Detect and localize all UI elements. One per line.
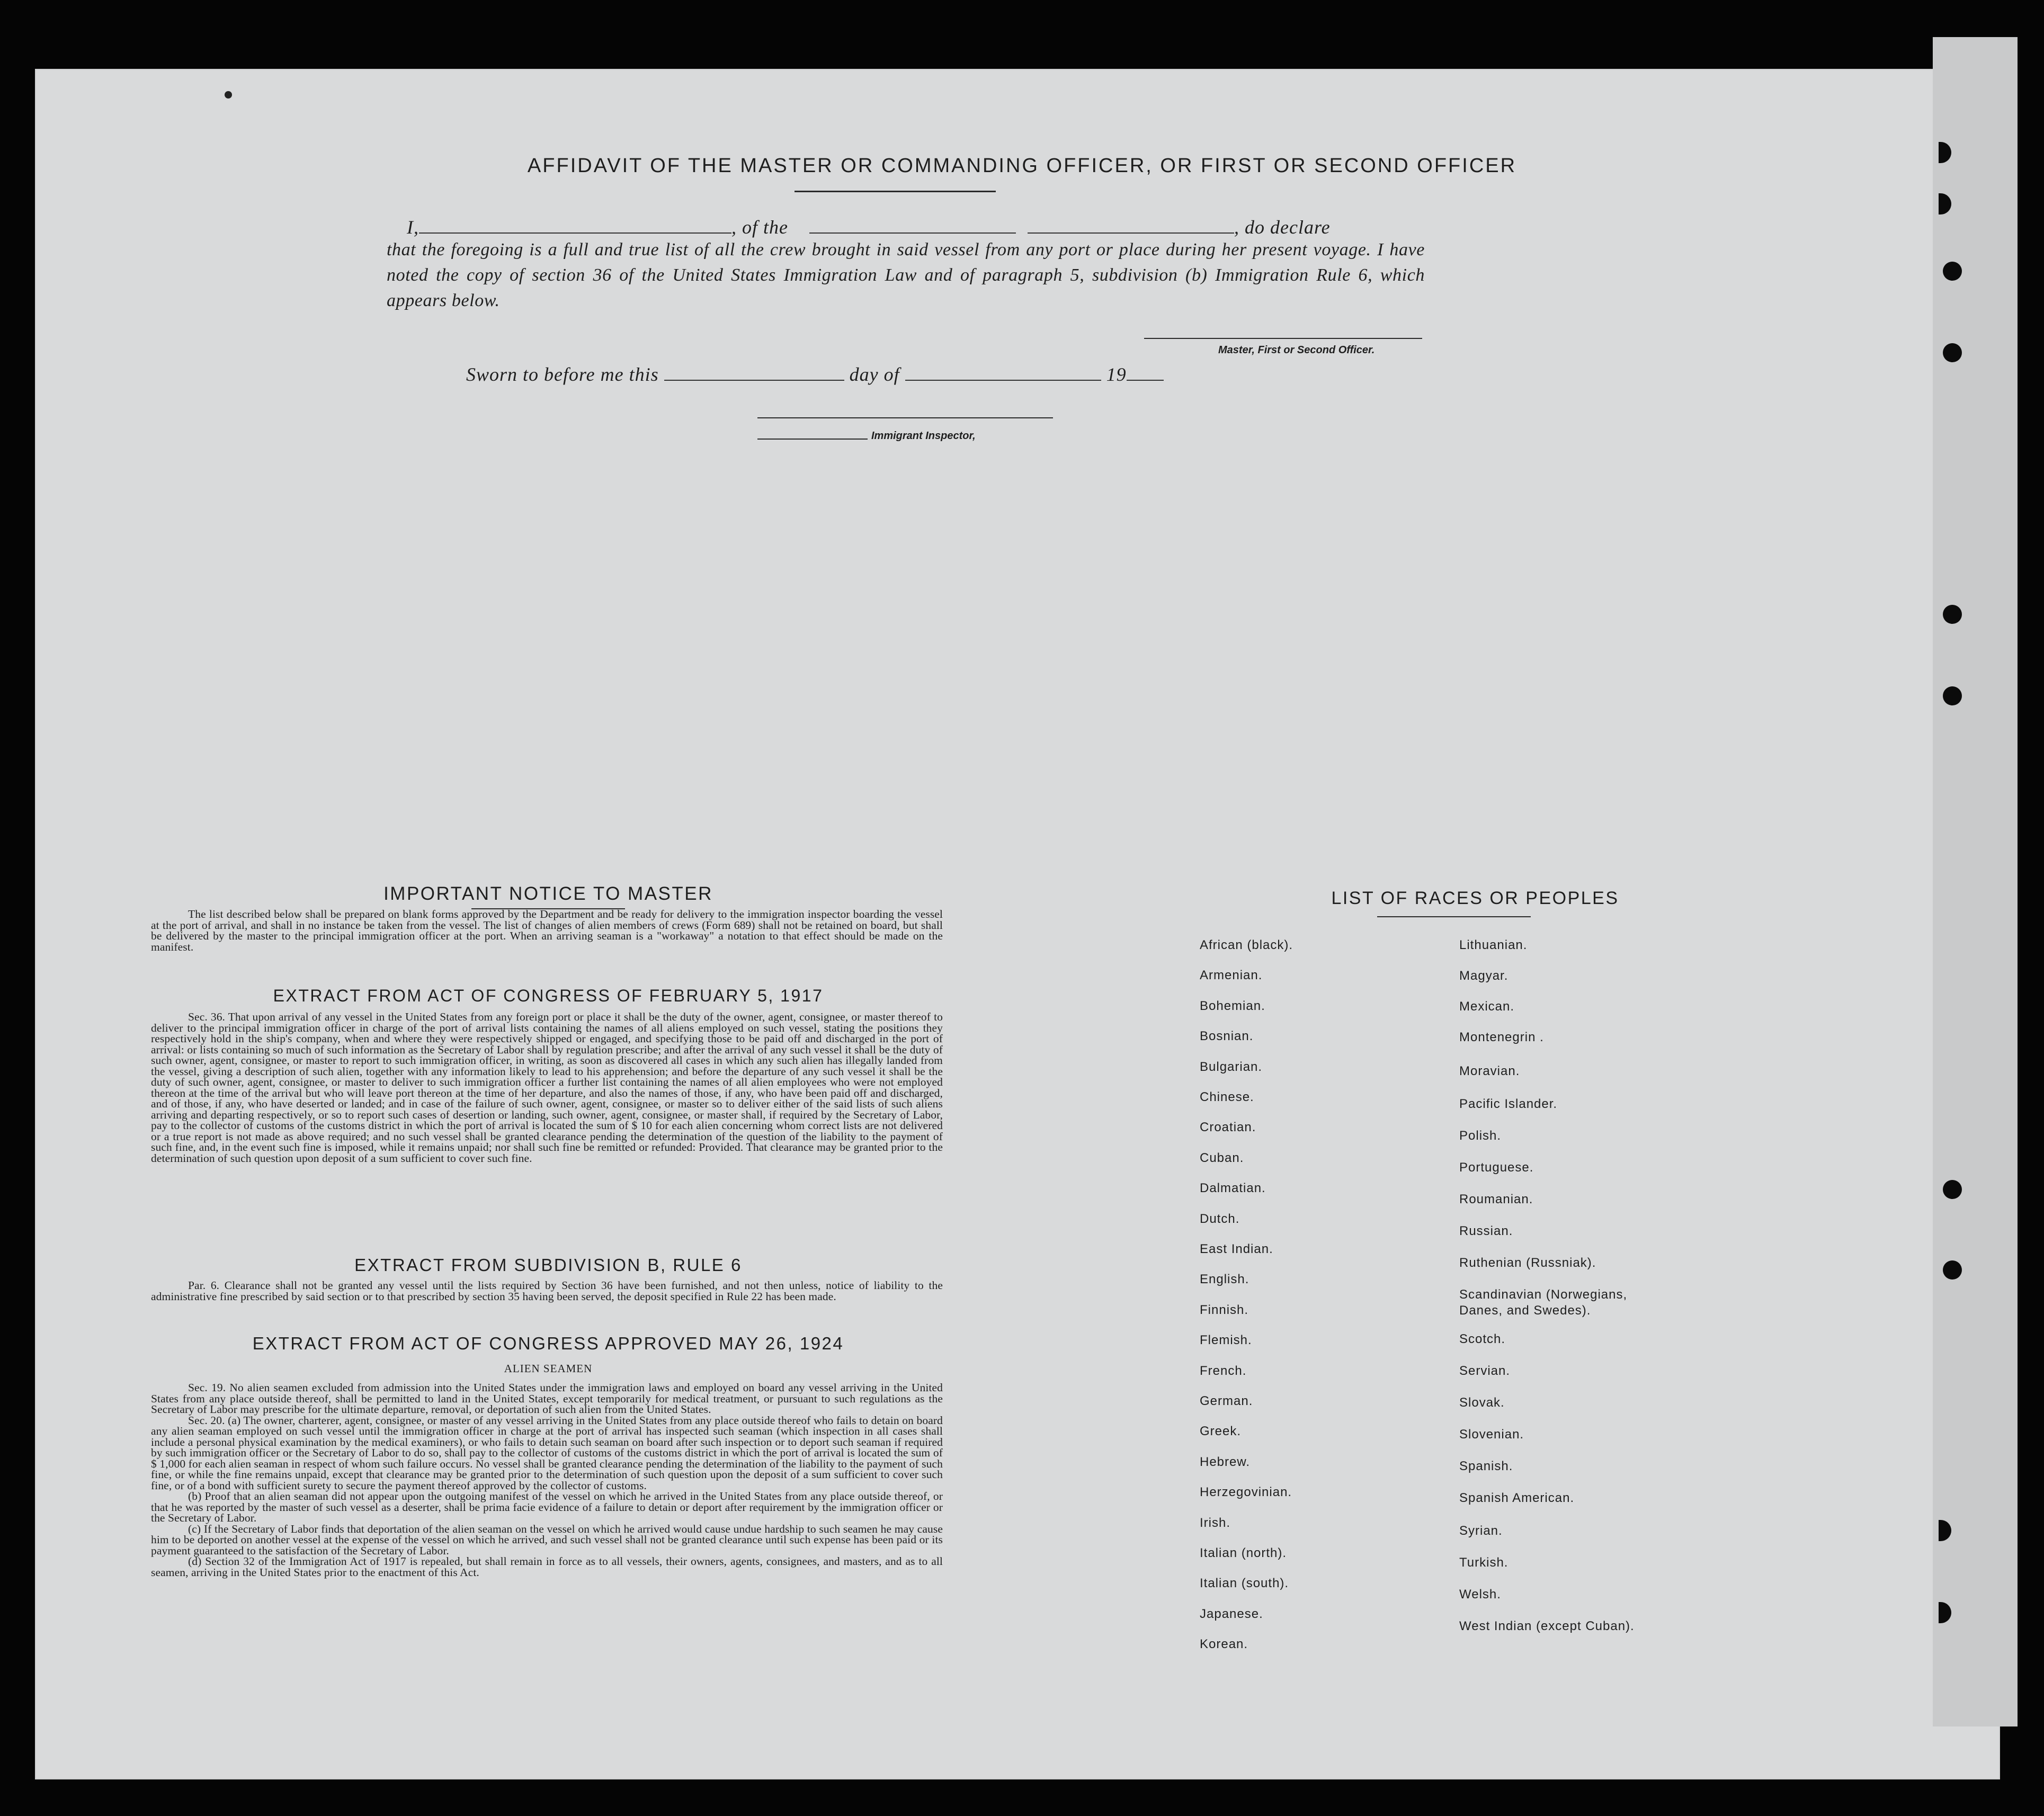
race-item: Roumanian. xyxy=(1459,1192,1533,1206)
declarant-prefix: I, xyxy=(407,217,419,238)
affidavit-title: AFFIDAVIT OF THE MASTER OR COMMANDING OFFICER, OR FIRST OR SECOND OFFICER xyxy=(527,155,1517,177)
race-item: Slovak. xyxy=(1459,1395,1505,1410)
race-item: Welsh. xyxy=(1459,1587,1501,1602)
sworn-label: Sworn to before me this xyxy=(466,364,659,385)
races-title-underline xyxy=(1377,916,1531,917)
sworn-day-field[interactable] xyxy=(664,380,844,381)
title-underline xyxy=(795,191,996,192)
race-item: Italian (north). xyxy=(1200,1546,1287,1560)
race-item: German. xyxy=(1200,1394,1253,1408)
declarant-name-field[interactable] xyxy=(419,232,731,234)
binder-hole xyxy=(1943,262,1962,281)
sec20c-text: (c) If the Secretary of Labor finds that deportation of the alien seaman on the vessel on which he arrived would cause undue hardship to such seamen he may cause him to be deported on another vessel at the expense of the vessel on which he arrived, and such vessel shall not be granted clearance until such expense has been paid or its payment guaranteed to the satisfaction of the Secretary of Labor. xyxy=(151,1522,943,1557)
do-declare-label: , do declare xyxy=(1234,217,1331,238)
notice-title: IMPORTANT NOTICE TO MASTER xyxy=(383,883,713,904)
race-item: Bohemian. xyxy=(1200,998,1265,1013)
par6-text: Clearance shall not be granted any vessel until the lists required by Section 36 have been furnished, and not then unless, notice of liability to the administrative fine prescribed by said section or to that prescribed by section 35 having been served, the deposit specified in Rule 22 has been made. xyxy=(151,1279,943,1303)
race-item: French. xyxy=(1200,1363,1247,1378)
sheet-edge xyxy=(1933,37,2018,1726)
master-signature-line[interactable] xyxy=(1144,338,1422,339)
race-item: Portuguese. xyxy=(1459,1160,1534,1175)
sec20d-text: (d) Section 32 of the Immigration Act of 1917 is repealed, but shall remain in force as to all vessels, their owners, agents, consignees, and masters, and as to all seamen, arriving in the United States prior to the enactment of this Act. xyxy=(151,1555,943,1579)
race-item: Spanish. xyxy=(1459,1459,1513,1473)
race-item: Irish. xyxy=(1200,1515,1231,1530)
sworn-month-field[interactable] xyxy=(905,380,1101,381)
sworn-year-field[interactable] xyxy=(1127,380,1164,381)
sec20b-text: (b) Proof that an alien seaman did not appear upon the outgoing manifest of the vessel on which he arrived in the United States from any place outside thereof, or that he was reported by the master of such vessel as a deserter, shall be prima facie evidence of a failure to detain or deport after requirement by the immigration officer or the Secretary of Labor. xyxy=(151,1490,943,1524)
binder-hole xyxy=(1943,343,1962,362)
binder-hole xyxy=(1943,1180,1962,1199)
race-item: Croatian. xyxy=(1200,1120,1256,1135)
extract-1917-title: EXTRACT FROM ACT OF CONGRESS OF FEBRUARY 5, 1917 xyxy=(273,986,824,1005)
race-item: Cuban. xyxy=(1200,1150,1244,1165)
race-item: Servian. xyxy=(1459,1364,1511,1378)
sec19-text: No alien seamen excluded from admission into the United States under the immigration laws and employed on board any vessel arriving in the United States from any place outside thereof, shall be permitted to land in the United States, except temporarily for medical treatment, or pursuant to such regulations as the Secretary of Labor may prescribe for the ultimate departure, removal, or deportation of such alien from the United States. xyxy=(151,1381,943,1416)
sec36-label: Sec. 36. xyxy=(188,1010,226,1023)
race-item: Mexican. xyxy=(1459,999,1515,1014)
extract-1917-block xyxy=(151,1012,943,1164)
alien-seamen-subtitle: ALIEN SEAMEN xyxy=(504,1362,593,1375)
race-item: Bulgarian. xyxy=(1200,1059,1263,1074)
sworn-line xyxy=(466,363,1164,386)
vessel-name-field[interactable] xyxy=(809,232,1016,234)
race-item: Herzegovinian. xyxy=(1200,1485,1292,1500)
race-item: Armenian. xyxy=(1200,968,1263,983)
sec20a-text: (a) The owner, charterer, agent, consignee, or master of any vessel arriving in the United States from any place outside thereof who fails to detain on board any alien seaman employed on such vessel until the immigration officer in charge at the port of arrival has inspected such seaman (which inspection in all cases shall include a personal physical examination by the medical examiners), or who fails to detain such seaman on board after such inspection or to deport such seaman if required by such immigration officer or the Secretary of Labor to do so, shall pay to the collector of customs of the customs district in which the port of arrival is located the sum of $ 1,000 for each alien seaman in respect of whom such failure occurs. No vessel shall be granted clearance pending the determination of the liability to the payment of such fine, or while the fine remains unpaid, except that clearance may be granted prior to the determination of such question upon the deposit of a sum sufficient to cover such fine, or of a bond with sufficient surety to secure the payment thereof approved by the collector of customs. xyxy=(151,1414,943,1492)
vessel-name-field-2[interactable] xyxy=(1028,232,1234,234)
par6-label: Par. 6. xyxy=(188,1279,220,1292)
race-item: Moravian. xyxy=(1459,1064,1520,1078)
race-item: Pacific Islander. xyxy=(1459,1097,1558,1111)
race-item: Syrian. xyxy=(1459,1524,1503,1538)
race-item: English. xyxy=(1200,1272,1249,1287)
race-item: East Indian. xyxy=(1200,1242,1273,1256)
race-item: Russian. xyxy=(1459,1224,1513,1238)
race-item: Magyar. xyxy=(1459,969,1509,983)
inspector-label: Immigrant Inspector, xyxy=(871,430,976,442)
race-item: Hebrew. xyxy=(1200,1454,1251,1469)
race-item: Polish. xyxy=(1459,1129,1502,1143)
race-item: Flemish. xyxy=(1200,1333,1252,1348)
notice-text: The list described below shall be prepared on blank forms approved by the Department and be ready for delivery to the immigration inspector boarding the vessel at the port of arrival, and shall in no instance be taken from the vessel. The list of changes of alien members of crews (Form 689) shall not be retained on board, but shall be delivered by the master to the principal immigration officer at the port. When an arriving seaman is a "workaway" a notation to that effect should be made on the manifest. xyxy=(151,908,943,953)
race-item: Bosnian. xyxy=(1200,1029,1254,1044)
race-item: Dalmatian. xyxy=(1200,1181,1266,1196)
race-item: Japanese. xyxy=(1200,1606,1263,1621)
master-signature-label: Master, First or Second Officer. xyxy=(1218,344,1375,356)
affidavit-statement: that the foregoing is a full and true list of all the crew brought in said vessel from any port or place during her present voyage. I have noted the copy of section 36 of the United States Immigration Law and of paragraph 5, subdivision (b) Immigration Rule 6, which appears below. xyxy=(387,240,1425,310)
race-item: Scotch. xyxy=(1459,1332,1506,1346)
notice-text-block xyxy=(151,909,943,952)
race-item: Montenegrin . xyxy=(1459,1030,1544,1044)
race-item: African (black). xyxy=(1200,938,1293,952)
affidavit-declaration-line xyxy=(407,216,1429,238)
extract-rule6-title: EXTRACT FROM SUBDIVISION B, RULE 6 xyxy=(354,1255,742,1275)
day-of-label: day of xyxy=(849,364,900,385)
race-item: Korean. xyxy=(1200,1637,1248,1652)
race-item: Ruthenian (Russniak). xyxy=(1459,1256,1596,1270)
races-title: LIST OF RACES OR PEOPLES xyxy=(1331,888,1619,908)
race-item: Slovenian. xyxy=(1459,1427,1524,1442)
extract-1924-block xyxy=(151,1382,943,1578)
year-prefix: 19 xyxy=(1106,364,1127,385)
of-the-label: , of the xyxy=(731,217,788,238)
race-item: Italian (south). xyxy=(1200,1576,1289,1591)
race-item: Scandinavian (Norwegians, Danes, and Swedes). xyxy=(1459,1287,1628,1318)
ink-speck xyxy=(225,91,232,99)
race-item: Lithuanian. xyxy=(1459,938,1528,952)
inspector-signature-line[interactable] xyxy=(757,417,1053,418)
race-item: Finnish. xyxy=(1200,1302,1249,1317)
binder-hole xyxy=(1943,605,1962,624)
sec19-label: Sec. 19. xyxy=(188,1381,226,1394)
race-item: Dutch. xyxy=(1200,1211,1240,1226)
sec36-text: That upon arrival of any vessel in the United States from any foreign port or place it shall be the duty of the owner, agent, consignee, or master thereof to deliver to the principal immigration officer in charge of the port of arrival lists containing the names of all aliens employed on such vessel, stating the positions they respectively hold in the ship's company, when and where they were respectively shipped or engaged, and specifying those to be paid off and discharged in the port of arrival: or lists containing so much of such information as the Secretary of Labor shall by regulation prescribe; and after the arrival of any such vessel it shall be the duty of such owner, agent, consignee, or master to report to such immigration officer, in writing, as soon as discovered all cases in which any such alien has illegally landed from the vessel, giving a description of such alien, together with any information likely to lead to his apprehension; and before the departure of any such vessel it shall be the duty of such owner, agent, consignee, or master to deliver to such immigration officer a further list containing the names of all alien employees who were not employed thereon at the time of the arrival but who will leave port thereon at the time of her departure, and also the names of those, if any, who have been paid off and discharged, and of those, if any, who have deserted or landed; and in case of the failure of such owner, agent, consignee, or master so to deliver either of the said lists of such aliens arriving and departing respectively, or so to report such cases of desertion or landing, such owner, agent, consignee, or master shall, if required by the Secretary of Labor, pay to the collector of customs of the customs district in which the port of arrival is located the sum of $ 10 for each alien concerning whom correct lists are not delivered or a true report is not made as above required; and no such vessel shall be granted clearance pending the determination of the question of the liability to the payment of such fine, and, in the event such fine is imposed, while it remains unpaid; nor shall such fine be remitted or refunded: Provided. That clearance may be granted prior to the determination of such question upon deposit of a sum sufficient to cover such fine. xyxy=(151,1010,943,1165)
sec20-label: Sec. 20. xyxy=(188,1414,225,1427)
inspector-signature-line-2[interactable] xyxy=(757,439,868,440)
race-item: Chinese. xyxy=(1200,1090,1254,1104)
extract-rule6-block xyxy=(151,1280,943,1302)
binder-hole xyxy=(1943,1260,1962,1280)
race-item: Greek. xyxy=(1200,1424,1242,1439)
binder-hole xyxy=(1943,686,1962,705)
race-item: Turkish. xyxy=(1459,1555,1509,1570)
race-item: Spanish American. xyxy=(1459,1491,1575,1505)
extract-1924-title: EXTRACT FROM ACT OF CONGRESS APPROVED MAY 26, 1924 xyxy=(252,1334,844,1353)
race-item: West Indian (except Cuban). xyxy=(1459,1619,1635,1633)
